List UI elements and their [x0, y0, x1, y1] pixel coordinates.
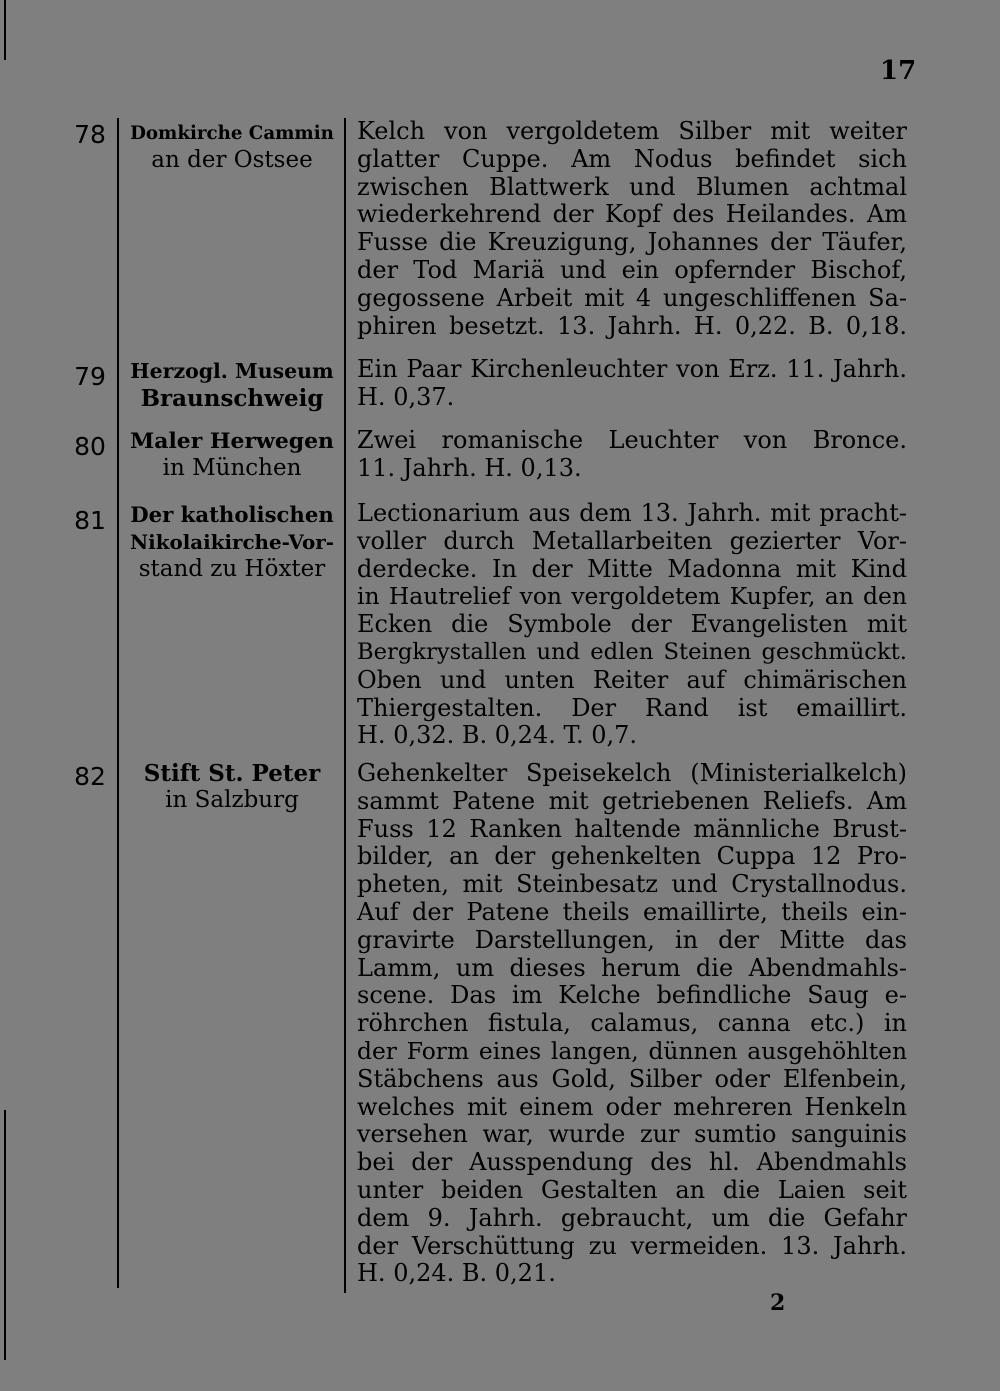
entry-number: 78 [74, 120, 106, 149]
entry-description [357, 500, 907, 750]
column-rule-right [344, 118, 346, 1293]
description-line: Zwei romanische Leuchter von Bronce. [357, 426, 907, 454]
description-line: Thiergestalten. Der Rand ist emaillirt. [357, 693, 907, 722]
description-line: bei der Ausspendung des hl. Abendmahls [357, 1148, 907, 1177]
entry-number: 80 [74, 432, 106, 461]
description-line: derdecke. In der Mitte Madonna mit Kind [357, 554, 907, 583]
description-line: der Verschüttung zu vermeiden. 13. Jahrh. [357, 1231, 907, 1260]
description-line: Gehenkelter Speisekelch (Ministerialkelch) [357, 759, 907, 787]
owner-line: Braunschweig [140, 385, 324, 412]
description-line: röhrchen fistula, calamus, canna etc.) in [357, 1009, 907, 1038]
description-line: Ecken die Symbole der Evangelisten mit [357, 610, 907, 639]
owner-line: Stift St. Peter [143, 760, 321, 787]
owner-line: Herzogl. Museum [130, 359, 334, 383]
entry-owner [128, 120, 336, 174]
description-line: Ein Paar Kirchenleuchter von Erz. 11. Jahrh. [357, 355, 907, 383]
column-rule-left [117, 118, 119, 1288]
entry-number: 82 [74, 762, 106, 791]
description-line: Kelch von vergoldetem Silber mit weiter [357, 117, 907, 145]
description-line: Fusse die Kreuzigung, Johannes der Täufer, [357, 228, 907, 257]
description-line: Lectionarium aus dem 13. Jahrh. mit pracht- [357, 499, 907, 527]
entry-description [357, 356, 907, 412]
description-line: voller durch Metallarbeiten gezierter Vor- [357, 526, 907, 555]
description-line: sammt Patene mit getriebenen Reliefs. Am [357, 786, 907, 815]
owner-line: Domkirche Cammin [130, 123, 334, 144]
description-line: pheten, mit Steinbesatz und Crystallnodus. [357, 870, 907, 899]
description-line: wiederkehrend der Kopf des Heilandes. Am [357, 200, 907, 229]
description-line: Fuss 12 Ranken haltende männliche Brust- [357, 814, 907, 843]
description-line: in Hautrelief von vergoldetem Kupfer, an den [357, 582, 907, 611]
entry-owner [128, 428, 336, 482]
description-line: dem 9. Jahrh. gebraucht, um die Gefahr [357, 1203, 907, 1232]
description-line: Oben und unten Reiter auf chimärischen [357, 665, 907, 694]
entry-owner [128, 760, 336, 814]
entry-description [357, 760, 907, 1288]
owner-line: Nikolaikirche-Vor- [130, 530, 334, 554]
description-line: der Form eines langen, dünnen ausgehöhlten [357, 1036, 907, 1065]
owner-line: Maler Herwegen [130, 428, 334, 454]
description-line: gravirte Darstellungen, in der Mitte das [357, 925, 907, 954]
owner-line: in Salzburg [165, 787, 299, 813]
description-line: versehen war, wurde zur sumtio sanguinis [357, 1120, 907, 1149]
owner-line: Der katholischen [130, 503, 334, 528]
description-line: glatter Cuppe. Am Nodus befindet sich [357, 144, 907, 173]
description-line: H. 0,32. B. 0,24. T. 0,7. [357, 721, 638, 750]
description-line: zwischen Blattwerk und Blumen achtmal [357, 172, 907, 201]
entry-number: 81 [74, 506, 106, 535]
entry-description [357, 427, 907, 483]
description-line: der Tod Mariä und ein opfernder Bischof, [357, 255, 907, 284]
description-line: Stäbchens aus Gold, Silber oder Elfenbein, [357, 1064, 907, 1093]
page-number: 17 [880, 56, 917, 86]
description-line: unter beiden Gestalten an die Laien seit [357, 1175, 907, 1204]
description-line: Lamm, um dieses herum die Abendmahls- [357, 953, 907, 982]
description-line: bilder, an der gehenkelten Cuppa 12 Pro- [357, 842, 907, 871]
owner-line: in München [162, 455, 302, 481]
entry-owner [128, 358, 336, 412]
description-line: Auf der Patene theils emaillirte, theils ein- [357, 897, 907, 926]
owner-line: an der Ostsee [151, 147, 313, 173]
entry-number: 79 [74, 362, 106, 391]
description-line: Bergkrystallen und edlen Steinen geschmückt. [357, 638, 907, 665]
owner-line: stand zu Höxter [138, 556, 326, 582]
description-line: gegossene Arbeit mit 4 ungeschliffenen Sa- [357, 283, 907, 312]
description-line: H. 0,37. [357, 382, 455, 411]
description-line: scene. Das im Kelche befindliche Saug e- [357, 981, 907, 1010]
description-line: phiren besetzt. 13. Jahrh. H. 0,22. B. 0,18. [357, 311, 907, 340]
entry-description [357, 118, 907, 340]
description-line: 11. Jahrh. H. 0,13. [357, 453, 582, 482]
description-line: H. 0,24. B. 0,21. [357, 1259, 556, 1288]
scan-edge-mark [4, 1110, 6, 1360]
signature-mark: 2 [770, 1290, 786, 1316]
scan-edge-mark [4, 0, 6, 60]
description-line: welches mit einem oder mehreren Henkeln [357, 1092, 907, 1121]
entry-owner [128, 502, 336, 583]
